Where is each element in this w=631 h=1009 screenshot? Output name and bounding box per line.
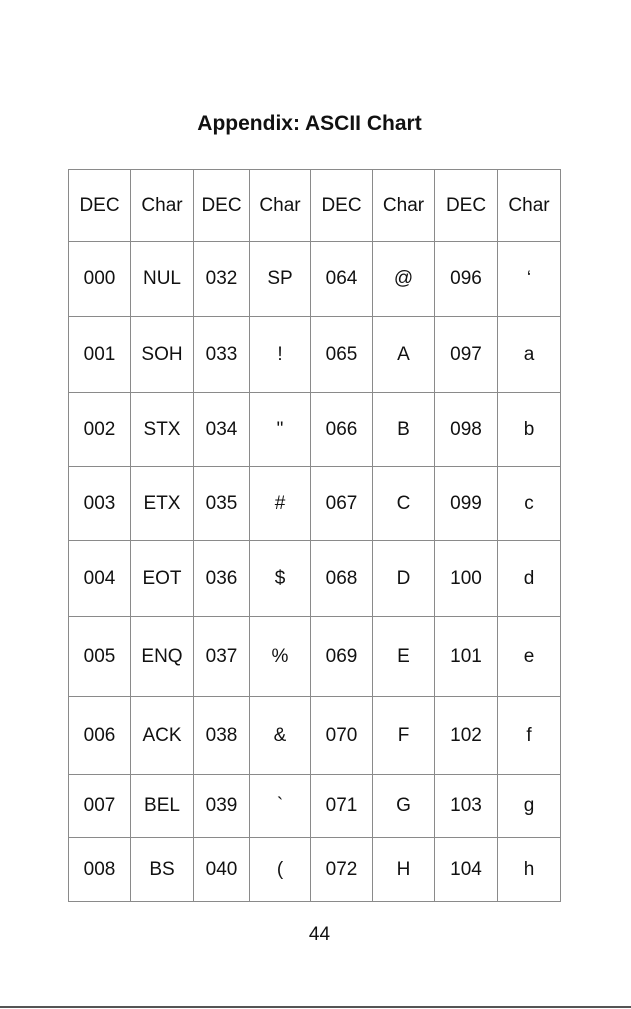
char-cell: D	[373, 541, 435, 617]
dec-cell: 034	[194, 393, 250, 467]
char-cell: a	[498, 317, 561, 393]
char-cell: c	[498, 467, 561, 541]
char-cell: B	[373, 393, 435, 467]
char-cell: "	[250, 393, 311, 467]
char-cell: C	[373, 467, 435, 541]
char-cell: A	[373, 317, 435, 393]
char-cell: F	[373, 697, 435, 775]
char-cell: b	[498, 393, 561, 467]
column-header-char: Char	[498, 170, 561, 242]
char-cell: @	[373, 242, 435, 317]
char-cell: BEL	[131, 775, 194, 838]
dec-cell: 099	[435, 467, 498, 541]
char-cell: d	[498, 541, 561, 617]
table-row	[69, 617, 561, 697]
char-cell: NUL	[131, 242, 194, 317]
dec-cell: 002	[69, 393, 131, 467]
dec-cell: 098	[435, 393, 498, 467]
table-row	[69, 541, 561, 617]
char-cell: ETX	[131, 467, 194, 541]
table-row	[69, 697, 561, 775]
dec-cell: 038	[194, 697, 250, 775]
char-cell: STX	[131, 393, 194, 467]
char-cell: #	[250, 467, 311, 541]
dec-cell: 001	[69, 317, 131, 393]
column-header-char: Char	[131, 170, 194, 242]
column-header-dec: DEC	[435, 170, 498, 242]
dec-cell: 066	[311, 393, 373, 467]
char-cell: G	[373, 775, 435, 838]
dec-cell: 103	[435, 775, 498, 838]
char-cell: &	[250, 697, 311, 775]
char-cell: %	[250, 617, 311, 697]
dec-cell: 036	[194, 541, 250, 617]
ascii-chart-table	[68, 169, 561, 902]
char-cell: e	[498, 617, 561, 697]
char-cell: $	[250, 541, 311, 617]
char-cell: `	[250, 775, 311, 838]
table-header-row	[69, 170, 561, 242]
char-cell: H	[373, 838, 435, 902]
column-header-dec: DEC	[311, 170, 373, 242]
dec-cell: 097	[435, 317, 498, 393]
dec-cell: 096	[435, 242, 498, 317]
dec-cell: 040	[194, 838, 250, 902]
dec-cell: 065	[311, 317, 373, 393]
dec-cell: 008	[69, 838, 131, 902]
table-row	[69, 467, 561, 541]
char-cell: E	[373, 617, 435, 697]
dec-cell: 100	[435, 541, 498, 617]
dec-cell: 068	[311, 541, 373, 617]
page-number: 44	[308, 924, 331, 945]
dec-cell: 069	[311, 617, 373, 697]
dec-cell: 006	[69, 697, 131, 775]
char-cell: g	[498, 775, 561, 838]
char-cell: h	[498, 838, 561, 902]
column-header-dec: DEC	[69, 170, 131, 242]
dec-cell: 007	[69, 775, 131, 838]
dec-cell: 067	[311, 467, 373, 541]
dec-cell: 101	[435, 617, 498, 697]
dec-cell: 035	[194, 467, 250, 541]
table-row	[69, 317, 561, 393]
dec-cell: 104	[435, 838, 498, 902]
dec-cell: 064	[311, 242, 373, 317]
column-header-char: Char	[250, 170, 311, 242]
dec-cell: 032	[194, 242, 250, 317]
char-cell: f	[498, 697, 561, 775]
char-cell: BS	[131, 838, 194, 902]
dec-cell: 072	[311, 838, 373, 902]
char-cell: (	[250, 838, 311, 902]
char-cell: ACK	[131, 697, 194, 775]
dec-cell: 037	[194, 617, 250, 697]
dec-cell: 003	[69, 467, 131, 541]
table-row	[69, 775, 561, 838]
table-row	[69, 838, 561, 902]
bottom-divider	[0, 1006, 631, 1008]
char-cell: EOT	[131, 541, 194, 617]
table-row	[69, 242, 561, 317]
dec-cell: 005	[69, 617, 131, 697]
page-title: Appendix: ASCII Chart	[197, 112, 422, 135]
dec-cell: 071	[311, 775, 373, 838]
column-header-char: Char	[373, 170, 435, 242]
dec-cell: 033	[194, 317, 250, 393]
char-cell: SOH	[131, 317, 194, 393]
dec-cell: 000	[69, 242, 131, 317]
dec-cell: 039	[194, 775, 250, 838]
char-cell: ‘	[498, 242, 561, 317]
dec-cell: 004	[69, 541, 131, 617]
column-header-dec: DEC	[194, 170, 250, 242]
char-cell: ENQ	[131, 617, 194, 697]
char-cell: !	[250, 317, 311, 393]
char-cell: SP	[250, 242, 311, 317]
table-row	[69, 393, 561, 467]
dec-cell: 070	[311, 697, 373, 775]
dec-cell: 102	[435, 697, 498, 775]
